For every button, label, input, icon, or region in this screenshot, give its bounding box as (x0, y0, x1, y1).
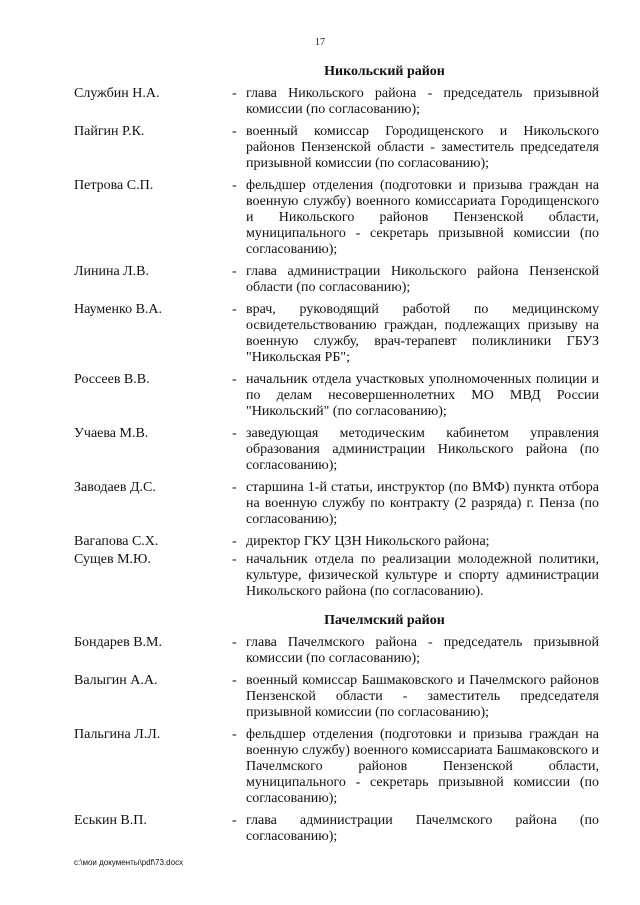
member-dash: - (232, 426, 237, 441)
section-heading-nikolsky: Никольский район (324, 64, 445, 79)
member-dash: - (232, 124, 237, 139)
member-row (74, 552, 599, 600)
member-description: старшина 1-й статьи, инструктор (по ВМФ) пункта отбора на военную службу по контракту (2 разряда) г. Пенза (по согласованию); (246, 480, 599, 527)
member-description: заведующая методическим кабинетом управления образования администрации Никольского района (по согласованию); (246, 426, 599, 473)
member-description: военный комиссар Башмаковского и Пачелмского районов Пензенской области - заместитель председателя призывной комиссии (по согласованию); (246, 673, 599, 720)
member-name: Еськин В.П. (74, 813, 147, 828)
member-dash: - (232, 372, 237, 387)
member-name: Науменко В.А. (74, 302, 163, 317)
member-name: Учаева М.В. (74, 426, 149, 441)
member-description: глава администрации Никольского района Пензенской области (по согласованию); (246, 264, 599, 295)
member-name: Россеев В.В. (74, 372, 150, 387)
member-name: Вагапова С.Х. (74, 534, 159, 549)
member-description: военный комиссар Городищенского и Никольского районов Пензенской области - заместитель председателя призывной комиссии (по согласованию); (246, 124, 599, 171)
member-name: Сущев М.Ю. (74, 552, 151, 567)
member-name: Валыгин А.А. (74, 673, 158, 688)
document-body (74, 63, 599, 851)
member-description: директор ГКУ ЦЗН Никольского района; (246, 534, 490, 549)
member-name: Петрова С.П. (74, 178, 154, 193)
member-dash: - (232, 264, 237, 279)
member-row (74, 86, 599, 118)
member-description: фельдшер отделения (подготовки и призыва граждан на военную службу) военного комиссариата Башмаковского и Пачелмского районов Пензенской области, муниципального - секретарь призывной комиссии (по согласованию); (246, 727, 599, 806)
member-row (74, 264, 599, 296)
member-dash: - (232, 480, 237, 495)
member-description: глава Пачелмского района - председатель призывной комиссии (по согласованию); (246, 635, 599, 666)
member-name: Пайгин Р.К. (74, 124, 145, 139)
footer-file-path: c:\мои документы\pdf\73.docx (74, 858, 184, 867)
member-dash: - (232, 302, 237, 317)
member-dash: - (232, 86, 237, 101)
member-name: Заводаев Д.С. (74, 480, 156, 495)
member-name: Линина Л.В. (74, 264, 150, 279)
member-dash: - (232, 813, 237, 828)
member-description: начальник отдела участковых уполномоченных полиции и по делам несовершеннолетних МО МВД России "Никольский" (по согласованию); (246, 372, 599, 419)
member-name: Службин Н.А. (74, 86, 160, 101)
member-row (74, 124, 599, 172)
member-row (74, 813, 599, 845)
member-dash: - (232, 178, 237, 193)
member-dash: - (232, 673, 237, 688)
member-row (74, 178, 599, 258)
member-row (74, 635, 599, 667)
member-description: врач, руководящий работой по медицинскому освидетельствованию граждан, подлежащих призыву на военную службу, врач-терапевт поликлиники ГБУЗ "Никольская РБ"; (246, 302, 599, 365)
member-row (74, 302, 599, 366)
page-number: 17 (315, 37, 325, 48)
member-row (74, 426, 599, 474)
member-description: начальник отдела по реализации молодежной политики, культуре, физической культуре и спорту администрации Никольского района (по согласованию). (246, 552, 599, 599)
member-dash: - (232, 727, 237, 742)
member-description: глава администрации Пачелмского района (по согласованию); (246, 813, 599, 844)
member-dash: - (232, 635, 237, 650)
member-description: фельдшер отделения (подготовки и призыва граждан на военную службу) военного комиссариата Городищенского и Никольского районов Пензенской области, муниципального - секретарь призывной комиссии (по согласованию); (246, 178, 599, 257)
member-name: Пальгина Л.Л. (74, 727, 161, 742)
member-row (74, 372, 599, 420)
member-row (74, 534, 599, 550)
member-row (74, 480, 599, 528)
member-row (74, 673, 599, 721)
member-dash: - (232, 534, 237, 549)
member-description: глава Никольского района - председатель призывной комиссии (по согласованию); (246, 86, 599, 117)
section-heading-pachelma: Пачелмский район (324, 613, 445, 628)
member-name: Бондарев В.М. (74, 635, 162, 650)
member-dash: - (232, 552, 237, 567)
member-row (74, 727, 599, 807)
